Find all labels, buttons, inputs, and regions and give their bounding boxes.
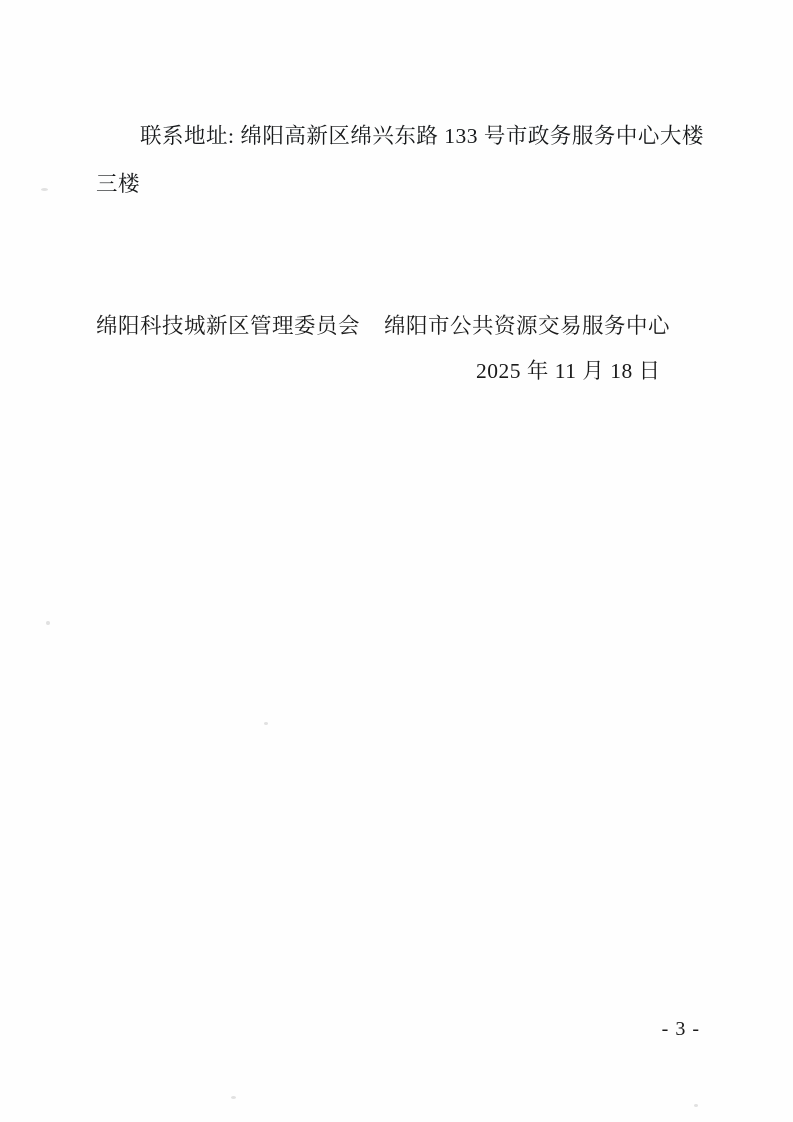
scan-speck xyxy=(231,1096,236,1099)
scan-speck xyxy=(264,722,268,725)
document-body xyxy=(96,112,716,394)
signature-row xyxy=(96,304,716,348)
signature-right-organization: 绵阳市公共资源交易服务中心 xyxy=(384,314,671,338)
scan-speck xyxy=(46,621,50,625)
scan-speck xyxy=(694,1104,698,1107)
signature-date: 2025 年 11 月 18 日 xyxy=(476,359,661,383)
spacer xyxy=(96,208,716,304)
signature-left-organization: 绵阳科技城新区管理委员会 xyxy=(96,314,361,338)
page-number: - 3 - xyxy=(661,1018,700,1040)
paragraph-contact-address: 联系地址: 绵阳高新区绵兴东路 133 号市政务服务中心大楼 xyxy=(140,124,704,148)
paragraph-contact-address-continued: 三楼 xyxy=(96,172,141,196)
scan-speck xyxy=(41,188,48,191)
